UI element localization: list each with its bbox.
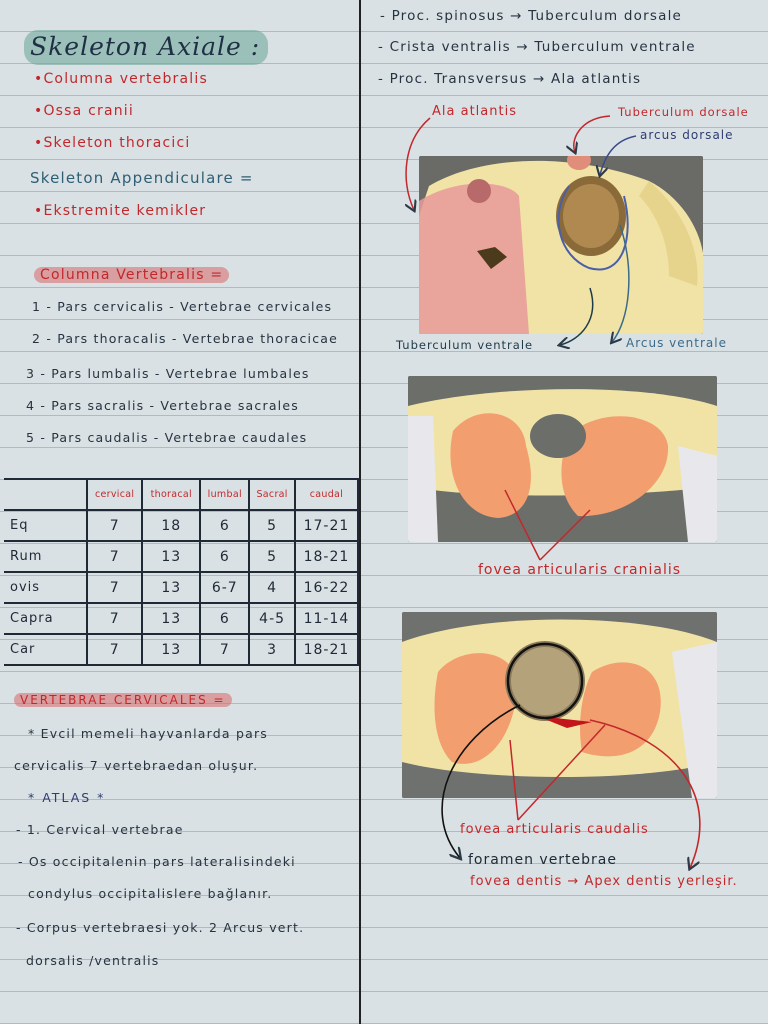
table-cell: 7 bbox=[87, 541, 142, 572]
right-line-1: - Proc. spinosus → Tuberculum dorsale bbox=[380, 8, 683, 24]
table-cell: 13 bbox=[142, 572, 200, 603]
table-cell: 7 bbox=[87, 603, 142, 634]
table-cell: 6 bbox=[200, 603, 249, 634]
part-5: 5 - Pars caudalis - Vertebrae caudales bbox=[26, 430, 308, 445]
species-cell: Capra bbox=[4, 603, 87, 634]
table-cell: 6-7 bbox=[200, 572, 249, 603]
atlas-illustration-2 bbox=[408, 376, 717, 542]
part-2: 2 - Pars thoracalis - Vertebrae thoracicae bbox=[32, 331, 339, 346]
table-row bbox=[4, 510, 358, 541]
table-cell: 3 bbox=[249, 634, 295, 665]
table-cell: 5 bbox=[249, 510, 295, 541]
atlas-photo-2 bbox=[408, 376, 717, 542]
table-cell: 6 bbox=[200, 541, 249, 572]
table-cell: 4-5 bbox=[249, 603, 295, 634]
table-cell: 18 bbox=[142, 510, 200, 541]
right-line-3: - Proc. Transversus → Ala atlantis bbox=[378, 71, 642, 87]
table-cell: 13 bbox=[142, 541, 200, 572]
species-cell: ovis bbox=[4, 572, 87, 603]
table-row bbox=[4, 603, 358, 634]
note-7: dorsalis /ventralis bbox=[26, 953, 160, 968]
table-cell: 5 bbox=[249, 541, 295, 572]
label-fovea-dentis: fovea dentis → Apex dentis yerleşir. bbox=[470, 874, 738, 889]
page-title: Skeleton Axiale : bbox=[24, 30, 268, 65]
atlas-illustration-3 bbox=[402, 612, 717, 798]
table-row bbox=[4, 541, 358, 572]
table-cell: 6 bbox=[200, 510, 249, 541]
note-5: condylus occipitalislere bağlanır. bbox=[28, 886, 273, 901]
note-3: - 1. Cervical vertebrae bbox=[16, 822, 184, 837]
table-cell: 4 bbox=[249, 572, 295, 603]
table-cell: 7 bbox=[87, 510, 142, 541]
table-cell: 17-21 bbox=[295, 510, 358, 541]
table-header-sacral: Sacral bbox=[249, 479, 295, 510]
table-cell: 18-21 bbox=[295, 541, 358, 572]
species-cell: Car bbox=[4, 634, 87, 665]
columna-heading bbox=[34, 267, 229, 283]
part-1: 1 - Pars cervicalis - Vertebrae cervicales bbox=[32, 299, 333, 314]
table-cell: 7 bbox=[200, 634, 249, 665]
note-4: - Os occipitalenin pars lateralisindeki bbox=[18, 854, 296, 869]
label-fovea-caudalis: fovea articularis caudalis bbox=[460, 822, 649, 837]
axial-item-1: •Columna vertebralis bbox=[34, 71, 208, 87]
appendicular-heading: Skeleton Appendiculare = bbox=[30, 169, 254, 187]
note-6: - Corpus vertebraesi yok. 2 Arcus vert. bbox=[16, 920, 305, 935]
table-header-blank bbox=[4, 479, 87, 510]
axial-item-2: •Ossa cranii bbox=[34, 103, 134, 119]
table-cell: 11-14 bbox=[295, 603, 358, 634]
atlas-photo-3 bbox=[402, 612, 717, 798]
part-4: 4 - Pars sacralis - Vertebrae sacrales bbox=[26, 398, 299, 413]
atlas-illustration-1 bbox=[419, 156, 703, 334]
table-row bbox=[4, 634, 358, 665]
table-header-caudal: caudal bbox=[295, 479, 358, 510]
atlas-photo-1 bbox=[419, 156, 703, 334]
cervicales-heading-text: VERTEBRAE CERVICALES = bbox=[14, 693, 232, 707]
axial-item-3: •Skeleton thoracici bbox=[34, 135, 191, 151]
columna-heading-text: Columna Vertebralis = bbox=[34, 267, 229, 283]
label-tuberculum-ventrale: Tuberculum ventrale bbox=[396, 338, 534, 352]
table-header-cervical: cervical bbox=[87, 479, 142, 510]
species-cell: Eq bbox=[4, 510, 87, 541]
table-row bbox=[4, 572, 358, 603]
table-cell: 7 bbox=[87, 572, 142, 603]
right-line-2: - Crista ventralis → Tuberculum ventrale bbox=[378, 39, 696, 55]
label-fovea-cranialis: fovea articularis cranialis bbox=[478, 562, 682, 578]
cervicales-heading bbox=[14, 693, 232, 707]
note-2: cervicalis 7 vertebraedan oluşur. bbox=[14, 758, 259, 773]
label-arcus-ventrale: Arcus ventrale bbox=[626, 336, 727, 350]
label-arcus-dorsale: arcus dorsale bbox=[640, 128, 734, 142]
table-cell: 13 bbox=[142, 603, 200, 634]
note-atlas: * ATLAS * bbox=[28, 790, 106, 805]
table-cell: 13 bbox=[142, 634, 200, 665]
species-cell: Rum bbox=[4, 541, 87, 572]
note-1: * Evcil memeli hayvanlarda pars bbox=[28, 726, 268, 741]
table-header-row bbox=[4, 479, 358, 510]
label-ala-atlantis: Ala atlantis bbox=[432, 104, 517, 119]
table-cell: 18-21 bbox=[295, 634, 358, 665]
table-cell: 16-22 bbox=[295, 572, 358, 603]
vertebrae-count-table bbox=[4, 478, 359, 666]
part-3: 3 - Pars lumbalis - Vertebrae lumbales bbox=[26, 366, 310, 381]
column-divider bbox=[359, 0, 361, 1024]
appendicular-item: •Ekstremite kemikler bbox=[34, 203, 207, 219]
table-cell: 7 bbox=[87, 634, 142, 665]
label-foramen-vertebrae: foramen vertebrae bbox=[468, 852, 617, 868]
table-header-lumbal: lumbal bbox=[200, 479, 249, 510]
label-tuberculum-dorsale: Tuberculum dorsale bbox=[618, 105, 749, 119]
table-header-thoracal: thoracal bbox=[142, 479, 200, 510]
